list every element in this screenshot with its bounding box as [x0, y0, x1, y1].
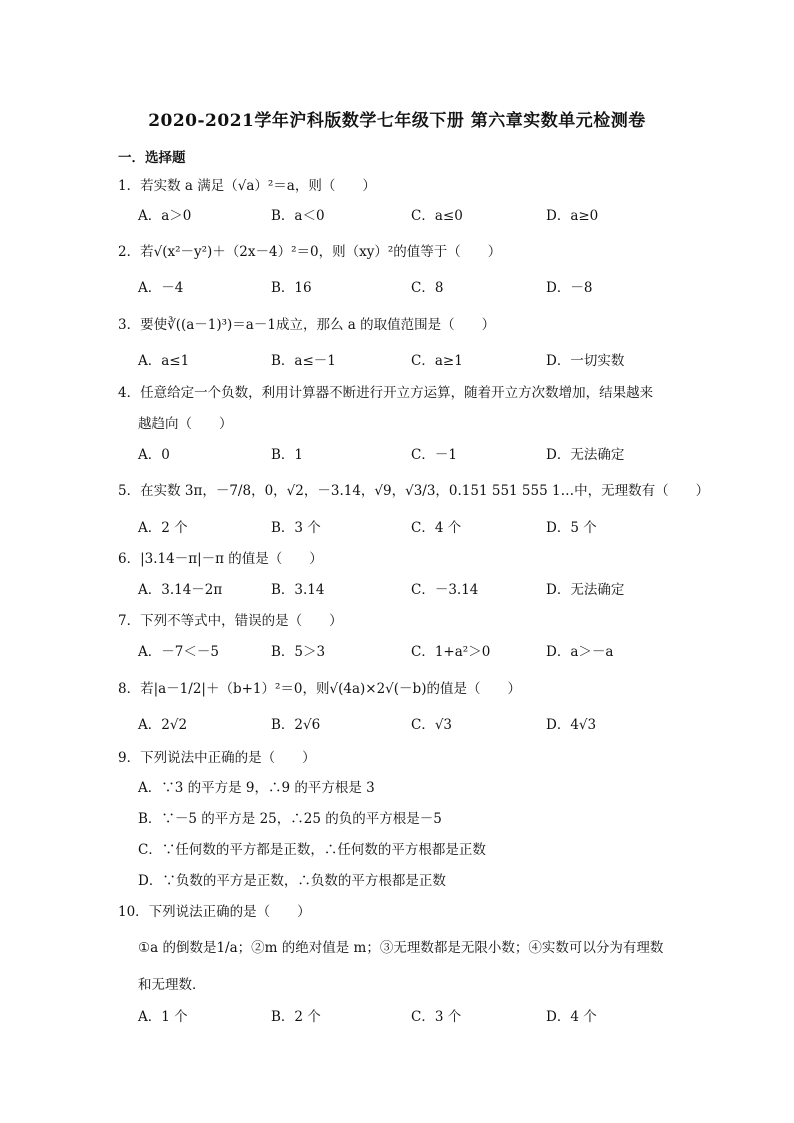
option-b[interactable]: B．3 个	[271, 520, 321, 536]
question-10-statements-continued: 和无理数．	[138, 977, 206, 993]
option-d[interactable]: D．无法确定	[546, 582, 625, 598]
question-6-options	[138, 580, 698, 600]
question-2-stem: 2．若√(x²－y²)＋（2x－4）²＝0，则（xy）²的值等于（ ）	[118, 244, 502, 260]
option-d[interactable]: D．a≥0	[546, 208, 599, 224]
option-c[interactable]: C．∵任何数的平方都是正数，∴任何数的平方根都是正数	[138, 842, 486, 858]
option-a[interactable]: A．∵3 的平方是 9，∴9 的平方根是 3	[138, 780, 375, 796]
option-c[interactable]: C．3 个	[411, 1009, 462, 1025]
option-d[interactable]: D．5 个	[546, 520, 597, 536]
question-3-options	[138, 351, 698, 371]
option-c[interactable]: C．4 个	[411, 520, 462, 536]
option-a[interactable]: A．2√2	[138, 717, 188, 733]
option-b[interactable]: B．1	[271, 447, 304, 463]
question-10-options	[138, 1007, 698, 1027]
question-8-options	[138, 715, 698, 735]
question-1-options	[138, 206, 698, 226]
option-c[interactable]: C．－1	[411, 447, 457, 463]
option-d[interactable]: D．∵负数的平方是正数，∴负数的平方根都是正数	[138, 873, 446, 889]
option-c[interactable]: C．a≥1	[411, 353, 463, 369]
option-c[interactable]: C．－3.14	[411, 582, 479, 598]
option-b[interactable]: B．5＞3	[271, 644, 326, 660]
option-b[interactable]: B．∵－5 的平方是 25，∴25 的负的平方根是－5	[138, 811, 442, 827]
option-a[interactable]: A．a≤1	[138, 353, 190, 369]
page-title: 2020-2021学年沪科版数学七年级下册 第六章实数单元检测卷	[148, 111, 646, 131]
question-5-options	[138, 518, 698, 538]
question-1-stem: 1．若实数 a 满足（√a）²＝a，则（ ）	[118, 178, 376, 194]
question-8-stem: 8．若|a－1/2|＋（b+1）²＝0，则√(4a)×2√(－b)的值是（ ）	[118, 681, 521, 697]
question-7-options	[138, 642, 698, 662]
option-a[interactable]: A．1 个	[138, 1009, 188, 1025]
option-d[interactable]: D．一切实数	[546, 353, 625, 369]
question-2-options	[138, 278, 698, 298]
option-d[interactable]: D．4√3	[546, 717, 597, 733]
option-d[interactable]: D．无法确定	[546, 447, 625, 463]
section-heading: 一．选择题	[118, 150, 186, 166]
option-b[interactable]: B．a＜0	[271, 208, 325, 224]
option-c[interactable]: C．a≤0	[411, 208, 463, 224]
question-10-statements: ①a 的倒数是1/a；②m 的绝对值是 m；③无理数都是无限小数；④实数可以分为有理数	[138, 940, 664, 956]
question-9-stem: 9．下列说法中正确的是（ ）	[118, 750, 316, 766]
question-10-stem: 10．下列说法正确的是（ ）	[118, 904, 311, 920]
option-a[interactable]: A．3.14－2π	[138, 582, 223, 598]
option-a[interactable]: A．2 个	[138, 520, 188, 536]
option-b[interactable]: B．3.14	[271, 582, 325, 598]
option-c[interactable]: C．1+a²＞0	[411, 644, 491, 660]
question-4-stem-continued: 越趋向（ ）	[138, 416, 233, 432]
option-a[interactable]: A．a＞0	[138, 208, 192, 224]
option-b[interactable]: B．2√6	[271, 717, 321, 733]
question-4-options	[138, 445, 698, 465]
option-b[interactable]: B．a≤－1	[271, 353, 336, 369]
option-b[interactable]: B．2 个	[271, 1009, 321, 1025]
option-a[interactable]: A．0	[138, 447, 170, 463]
option-a[interactable]: A．－7＜－5	[138, 644, 219, 660]
option-b[interactable]: B．16	[271, 280, 312, 296]
option-c[interactable]: C．8	[411, 280, 444, 296]
question-3-stem: 3．要使∛((a－1)³)＝a－1成立，那么 a 的取值范围是（ ）	[118, 317, 496, 333]
question-7-stem: 7．下列不等式中，错误的是（ ）	[118, 613, 343, 629]
option-d[interactable]: D．－8	[546, 280, 593, 296]
option-a[interactable]: A．－4	[138, 280, 184, 296]
question-5-stem: 5．在实数 3π，－7/8，0，√2，－3.14，√9，√3/3，0.151 551 555 1…中，无理数有（ ）	[118, 483, 710, 499]
question-6-stem: 6．|3.14－π|－π 的值是（ ）	[118, 551, 323, 567]
option-d[interactable]: D．a＞－a	[546, 644, 614, 660]
option-d[interactable]: D．4 个	[546, 1009, 597, 1025]
option-c[interactable]: C．√3	[411, 717, 453, 733]
question-4-stem: 4．任意给定一个负数，利用计算器不断进行开立方运算，随着开立方次数增加，结果越来	[118, 385, 654, 401]
